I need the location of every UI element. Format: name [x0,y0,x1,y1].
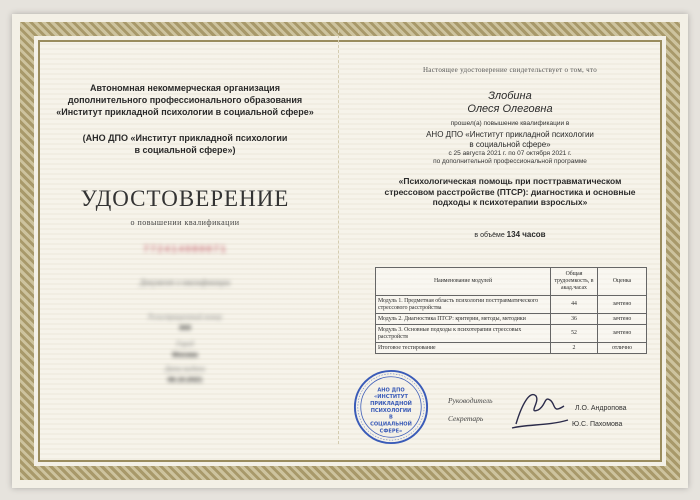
institute-line: АНО ДПО «Институт прикладной психологии [426,130,594,139]
table-row [376,314,647,325]
director-name: Л.О. Андропова [575,405,627,412]
module-hours: 2 [551,343,598,354]
module-hours: 52 [551,325,598,343]
institute-name [355,130,665,150]
table-row [376,325,647,343]
seal-line: ПРИКЛАДНОЙ [370,401,412,408]
module-grade: зачтено [598,296,647,314]
right-page [355,66,665,239]
organization-full-name [40,82,330,118]
issue-date-value: 08.10.2021 [167,377,203,384]
center-fold [338,30,339,444]
intro-text: Настоящее удостоверение свидетельствует о том, что [422,66,598,74]
module-name: Модуль 3. Основные подходы к психотерапии стрессовых расстройств [376,325,551,343]
table-header: Оценка [598,268,647,296]
left-page [40,40,330,384]
program-line: подходы к психотерапии взрослых» [432,197,588,207]
seal-line: СОЦИАЛЬНОЙ [370,421,412,428]
certificate-subtitle: о повышении квалификации [130,218,240,227]
volume-hours: 134 часов [506,229,546,239]
module-grade: зачтено [598,325,647,343]
volume-prefix: в объёме [474,231,505,239]
table-header: Наименование модулей [376,268,551,296]
secretary-name: Ю.С. Пахомова [572,421,623,428]
program-intro: по дополнительной профессиональной программе [433,158,587,165]
modules-table [375,267,647,354]
table-header-row [376,268,647,296]
org-line: Автономная некоммерческая организация [90,83,280,93]
issue-date-label: Дата выдачи [165,365,205,373]
module-name: Модуль 1. Предметная область психологии посттравматического стрессового расстройства [376,296,551,314]
certificate-title: УДОСТОВЕРЕНИЕ [80,186,290,211]
program-title [355,176,665,208]
seal-line: СФЕРЕ» [379,428,403,435]
city-value: Москва [172,352,198,359]
module-name: Итоговое тестирование [376,343,551,354]
secretary-label: Секретарь [448,414,484,423]
program-line: «Психологическая помощь при посттравматическом [398,176,622,186]
org-short-line: в социальной сфере») [134,145,236,155]
org-line: «Институт прикладной психологии в социальной сфере» [56,107,314,117]
passed-text: прошел(а) повышение квалификации в [450,120,570,127]
module-name: Модуль 2. Диагностика ПТСР: критерии, методы, методики [376,314,551,325]
document-type-line: Документ о квалификации [139,278,231,287]
official-seal-icon [352,368,430,446]
recipient-given-name: Олеся Олеговна [467,103,553,115]
organization-short-name [40,132,330,156]
registration-number-label: Регистрационный номер [148,313,222,321]
volume-line [355,230,665,239]
program-line: стрессовом расстройстве (ПТСР): диагностика и основные [384,186,636,197]
org-short-line: (АНО ДПО «Институт прикладной психологии [82,133,288,143]
training-dates: с 25 августа 2021 г. по 07 октября 2021 г. [448,150,572,157]
seal-line: АНО ДПО [377,387,405,394]
table-row [376,343,647,354]
signature-scribble-icon [508,384,578,434]
director-label: Руководитель [448,396,493,405]
table-header: Общая трудоемкость, в акад.часах [551,268,598,296]
table-row [376,296,647,314]
module-grade: отлично [598,343,647,354]
institute-line: в социальной сфере» [469,140,551,149]
serial-number: 772414080071 [142,245,227,256]
module-grade: зачтено [598,314,647,325]
recipient-name [355,90,665,116]
seal-line: «ИНСТИТУТ [374,394,408,401]
seal-line: ПСИХОЛОГИИ [370,407,412,414]
recipient-surname: Злобина [488,90,532,102]
org-line: дополнительного профессионального образования [67,95,303,105]
city-label: Город [176,340,194,348]
registration-number-value: 069 [179,325,191,332]
module-hours: 36 [551,314,598,325]
module-hours: 44 [551,296,598,314]
seal-line: В [389,414,393,421]
